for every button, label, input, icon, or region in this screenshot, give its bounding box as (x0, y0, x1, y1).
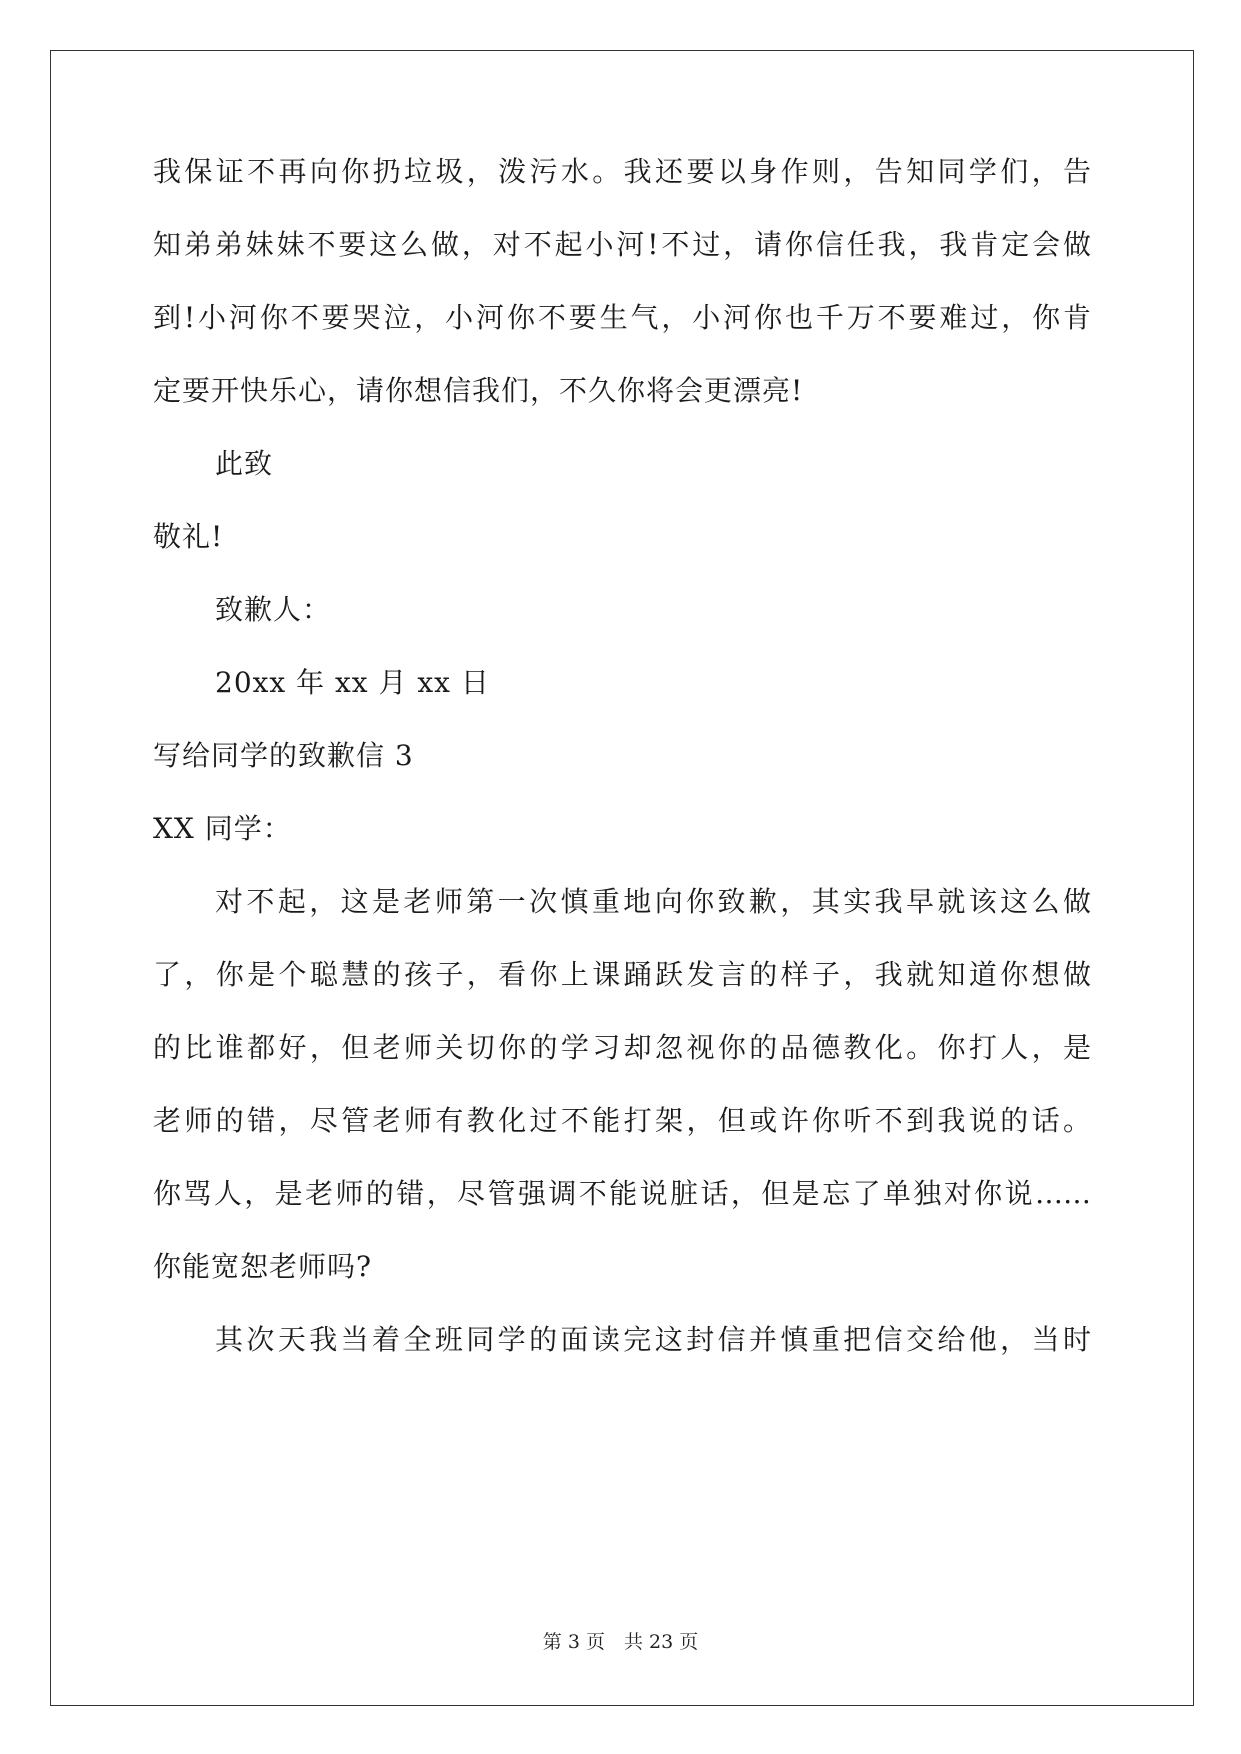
body-text-line: 你骂人，是老师的错，尽管强调不能说脏话，但是忘了单独对你说…… (153, 1177, 1091, 1210)
signature-label: 致歉人： (215, 593, 332, 626)
closing-salutation: 此致 (215, 447, 274, 480)
body-text-line: 老师的错，尽管老师有教化过不能打架，但或许你听不到我说的话。 (153, 1104, 1091, 1137)
body-text-line: 我保证不再向你扔垃圾，泼污水。我还要以身作则，告知同学们，告 (153, 155, 1091, 188)
body-text-line: 定要开快乐心，请你想信我们，不久你将会更漂亮! (153, 374, 804, 407)
body-text-line: 的比谁都好，但老师关切你的学习却忽视你的品德教化。你打人，是 (153, 1031, 1091, 1064)
body-text-line: 你能宽恕老师吗? (153, 1250, 373, 1283)
body-text-line: 知弟弟妹妹不要这么做，对不起小河!不过，请你信任我，我肯定会做 (153, 228, 1091, 261)
date-line: 20xx 年 xx 月 xx 日 (215, 666, 490, 699)
body-text-line: 了，你是个聪慧的孩子，看你上课踊跃发言的样子，我就知道你想做 (153, 958, 1091, 991)
greeting-line: XX 同学： (153, 812, 292, 845)
body-text-line: 对不起，这是老师第一次慎重地向你致歉，其实我早就该这么做 (215, 885, 1091, 918)
closing-regards: 敬礼! (153, 520, 224, 553)
page-number-footer: 第 3 页 共 23 页 (542, 1631, 699, 1653)
body-text-line: 其次天我当着全班同学的面读完这封信并慎重把信交给他，当时 (215, 1323, 1091, 1356)
body-text-line: 到!小河你不要哭泣，小河你不要生气，小河你也千万不要难过，你肯 (153, 301, 1091, 334)
section-heading: 写给同学的致歉信 3 (153, 739, 414, 772)
